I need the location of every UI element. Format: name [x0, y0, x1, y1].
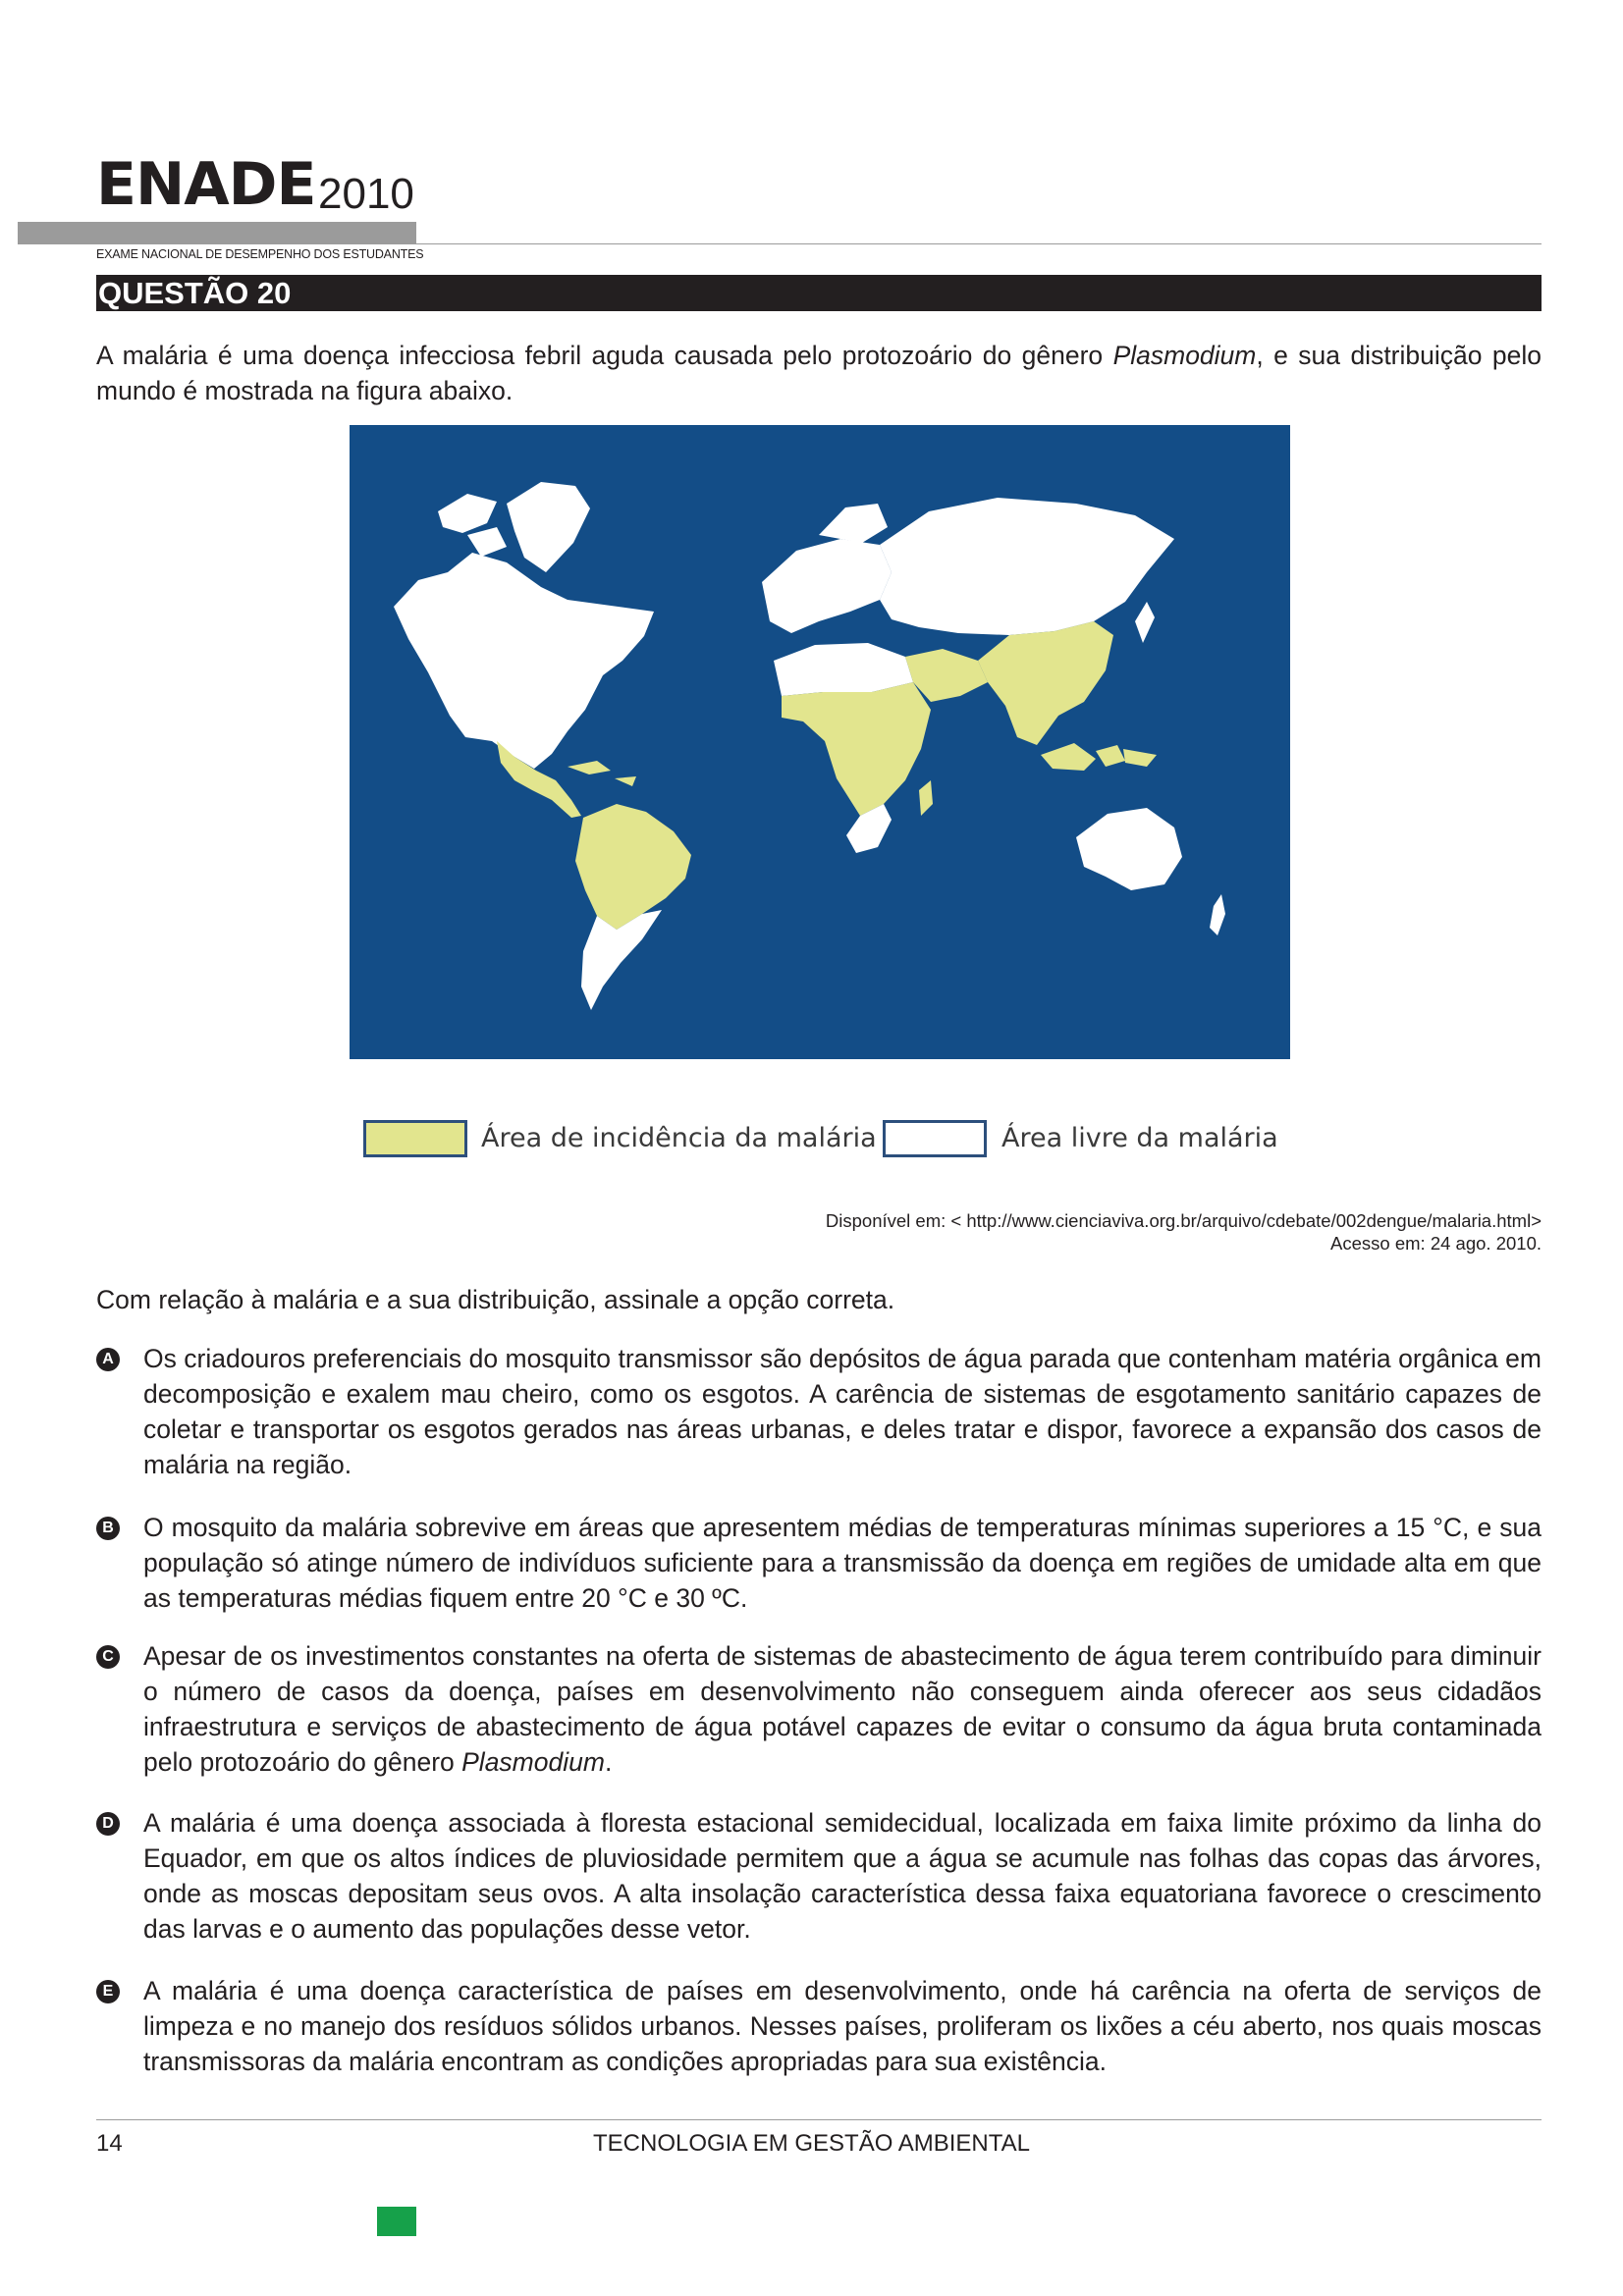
legend-label-free: Área livre da malária — [1001, 1123, 1278, 1153]
map-africa-south — [846, 804, 892, 853]
legend-swatch-free — [883, 1120, 987, 1157]
option-d[interactable] — [96, 1805, 1542, 1947]
map-africa-malaria — [782, 682, 931, 816]
figure-access-date: Acesso em: 24 ago. 2010. — [1330, 1233, 1542, 1254]
option-e-letter-icon: E — [96, 1980, 120, 2003]
option-a[interactable] — [96, 1341, 1542, 1482]
legend-label-incidence: Área de incidência da malária — [481, 1123, 877, 1153]
header-rule — [416, 243, 1542, 244]
option-d-letter-icon: D — [96, 1812, 120, 1836]
map-caribbean — [568, 761, 636, 786]
option-e-text: A malária é uma doença característica de países em desenvolvimento, onde há carência na oferta de serviços de limpeza e no manejo dos resíduos sólidos urbanos. Nesses países, proliferam os lixões a céu aberto, nos quais moscas transmissoras da malária encontram as condições apropriadas para sua existência. — [143, 1976, 1542, 2076]
map-arctic-islands — [438, 494, 507, 557]
option-a-letter-icon: A — [96, 1348, 120, 1371]
map-madagascar — [919, 780, 933, 816]
option-a-text: Os criadouros preferenciais do mosquito transmissor são depósitos de água parada que contenham matéria orgânica em decomposição e exalem mau cheiro, como os esgotos. A carência de sistemas de esgotamento sanitário capazes de coletar e transportar os esgotos gerados nas áreas urbanas, e deles tratar e dispor, favorece a expansão dos casos de malária na região. — [143, 1344, 1542, 1479]
option-c-italic-genus: Plasmodium — [461, 1747, 605, 1777]
page-number: 14 — [96, 2130, 123, 2157]
malaria-world-map — [350, 425, 1290, 1059]
intro-italic-genus: Plasmodium — [1112, 341, 1257, 370]
footer-rule — [96, 2119, 1542, 2120]
map-australia — [1076, 808, 1182, 890]
option-c-text-before: Apesar de os investimentos constantes na oferta de sistemas de abastecimento de água terem contribuído para diminuir o número de casos da doença, países em desenvolvimento não conseguem ainda oferecer aos seus cidadãos infraestrutura e serviços de abastecimento de água potável capazes de evitar o consumo da água bruta contaminada pelo protozoário do gênero — [143, 1641, 1542, 1777]
map-north-america — [394, 553, 654, 769]
legend-swatch-incidence — [363, 1120, 467, 1157]
question-intro — [96, 338, 1542, 408]
option-c-text-after: . — [604, 1747, 613, 1777]
question-title: QUESTÃO 20 — [98, 276, 292, 310]
option-b-text: O mosquito da malária sobrevive em áreas que apresentem médias de temperaturas mínimas superiores a 15 °C, e sua população só atinge número de indivíduos suficiente para a transmissão da doença em regiões de umidade alta em que as temperaturas médias fiquem entre 20 °C e 30 ºC. — [143, 1513, 1542, 1613]
question-title-bar — [96, 275, 1542, 311]
map-japan — [1135, 602, 1155, 643]
exam-brand-title: ENADE — [96, 150, 316, 219]
exam-subtitle: EXAME NACIONAL DE DESEMPENHO DOS ESTUDANTES — [96, 247, 424, 261]
map-south-asia — [978, 621, 1113, 745]
option-c[interactable] — [96, 1638, 1542, 1780]
intro-text-after: , e sua distribuição pelo mundo é mostrada na figura abaixo. — [96, 341, 1542, 405]
option-c-text — [143, 1638, 1542, 1780]
footer-course-name: TECNOLOGIA EM GESTÃO AMBIENTAL — [593, 2130, 1030, 2157]
world-map-svg — [350, 425, 1290, 1059]
map-south-america-malaria — [575, 804, 691, 930]
option-b[interactable] — [96, 1510, 1542, 1616]
option-d-text: A malária é uma doença associada à floresta estacional semidecidual, localizada em faixa limite próximo da linha do Equador, em que os altos índices de pluviosidade permitem que a água se acumule nas folhas das copas das árvores, onde as moscas depositam seus ovos. A alta insolação característica dessa faixa equatoriana favorece o crescimento das larvas e o aumento das populações desse vetor. — [143, 1808, 1542, 1944]
option-b-letter-icon: B — [96, 1517, 120, 1540]
map-asia-north — [880, 498, 1174, 635]
figure-source-url: Disponível em: < http://www.cienciaviva.org.br/arquivo/cdebate/002dengue/malaria.html> — [825, 1210, 1542, 1231]
option-e[interactable] — [96, 1973, 1542, 2079]
intro-text-before: A malária é uma doença infecciosa febril aguda causada pelo protozoário do gênero — [96, 341, 1113, 370]
map-europe — [762, 539, 892, 633]
map-greenland — [507, 482, 590, 572]
green-marker — [377, 2207, 416, 2236]
option-c-letter-icon: C — [96, 1645, 120, 1669]
map-scandinavia — [819, 504, 888, 543]
map-new-zealand — [1210, 894, 1225, 935]
exam-year: 2010 — [318, 170, 414, 218]
question-prompt: Com relação à malária e a sua distribuição, assinale a opção correta. — [96, 1285, 895, 1314]
header-gray-bar — [18, 222, 416, 244]
map-southeast-asia-islands — [1041, 743, 1157, 771]
